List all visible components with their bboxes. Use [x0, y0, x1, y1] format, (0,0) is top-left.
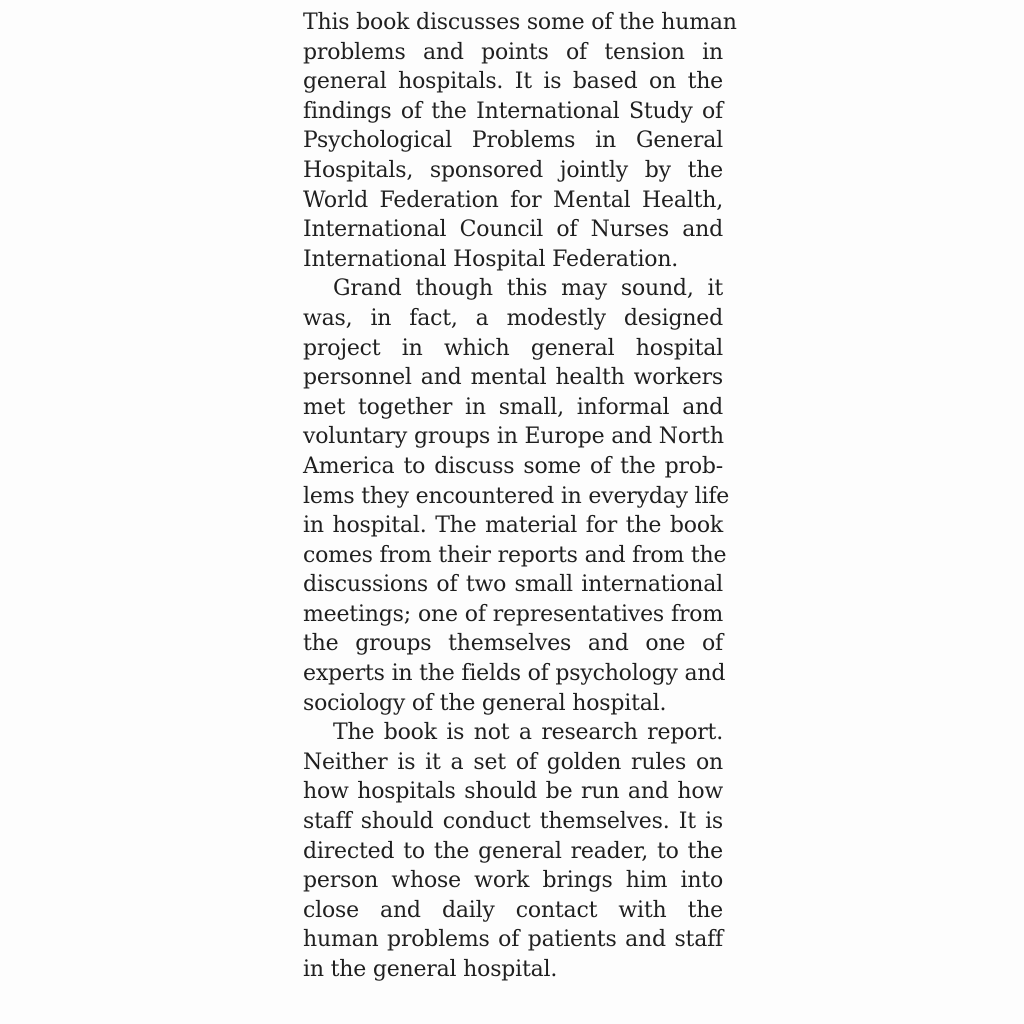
text-line: met together in small, informal and	[303, 394, 723, 420]
paragraph-1	[303, 8, 737, 274]
text-line: human problems of patients and staff	[303, 927, 723, 953]
text-line: International Hospital Federation.	[303, 246, 679, 272]
text-line: This book discusses some of the human	[303, 10, 737, 35]
text-line: discussions of two small international	[303, 572, 723, 598]
text-line: how hospitals should be run and how	[303, 779, 723, 805]
text-line: in the general hospital.	[303, 957, 558, 982]
text-line: project in which general hospital	[303, 335, 723, 361]
text-line: staff should conduct themselves. It is	[303, 809, 723, 835]
text-line: Grand though this may sound, it	[333, 276, 723, 302]
text-line: meetings; one of representatives from	[303, 601, 723, 627]
text-line: Psychological Problems in General	[303, 128, 723, 154]
text-line: problems and points of tension in	[303, 39, 723, 65]
text-line: close and daily contact with the	[303, 897, 723, 923]
paragraph-3	[303, 718, 723, 984]
text-line: was, in fact, a modestly designed	[303, 305, 723, 331]
text-line: in hospital. The material for the book	[303, 513, 723, 539]
text-line: experts in the fields of psychology and	[303, 661, 726, 687]
text-line: the groups themselves and one of	[303, 631, 723, 657]
text-line: Neither is it a set of golden rules on	[303, 749, 723, 775]
text-line: person whose work brings him into	[303, 868, 723, 894]
text-line: voluntary groups in Europe and North	[303, 424, 724, 450]
text-line: general hospitals. It is based on the	[303, 69, 723, 95]
text-line: Hospitals, sponsored jointly by the	[303, 157, 723, 183]
text-column	[303, 8, 737, 985]
paragraph-2	[303, 274, 730, 718]
text-line: directed to the general reader, to the	[303, 838, 723, 864]
text-line: personnel and mental health workers	[303, 365, 723, 391]
text-line: The book is not a research report.	[333, 720, 723, 746]
text-line: World Federation for Mental Health,	[303, 187, 723, 213]
text-line: lems they encountered in everyday life	[303, 483, 730, 509]
text-line: sociology of the general hospital.	[303, 690, 667, 716]
text-line: findings of the International Study of	[303, 98, 723, 124]
text-line: comes from their reports and from the	[303, 542, 727, 568]
text-line: International Council of Nurses and	[303, 217, 723, 243]
text-line: America to discuss some of the prob-	[303, 453, 723, 479]
